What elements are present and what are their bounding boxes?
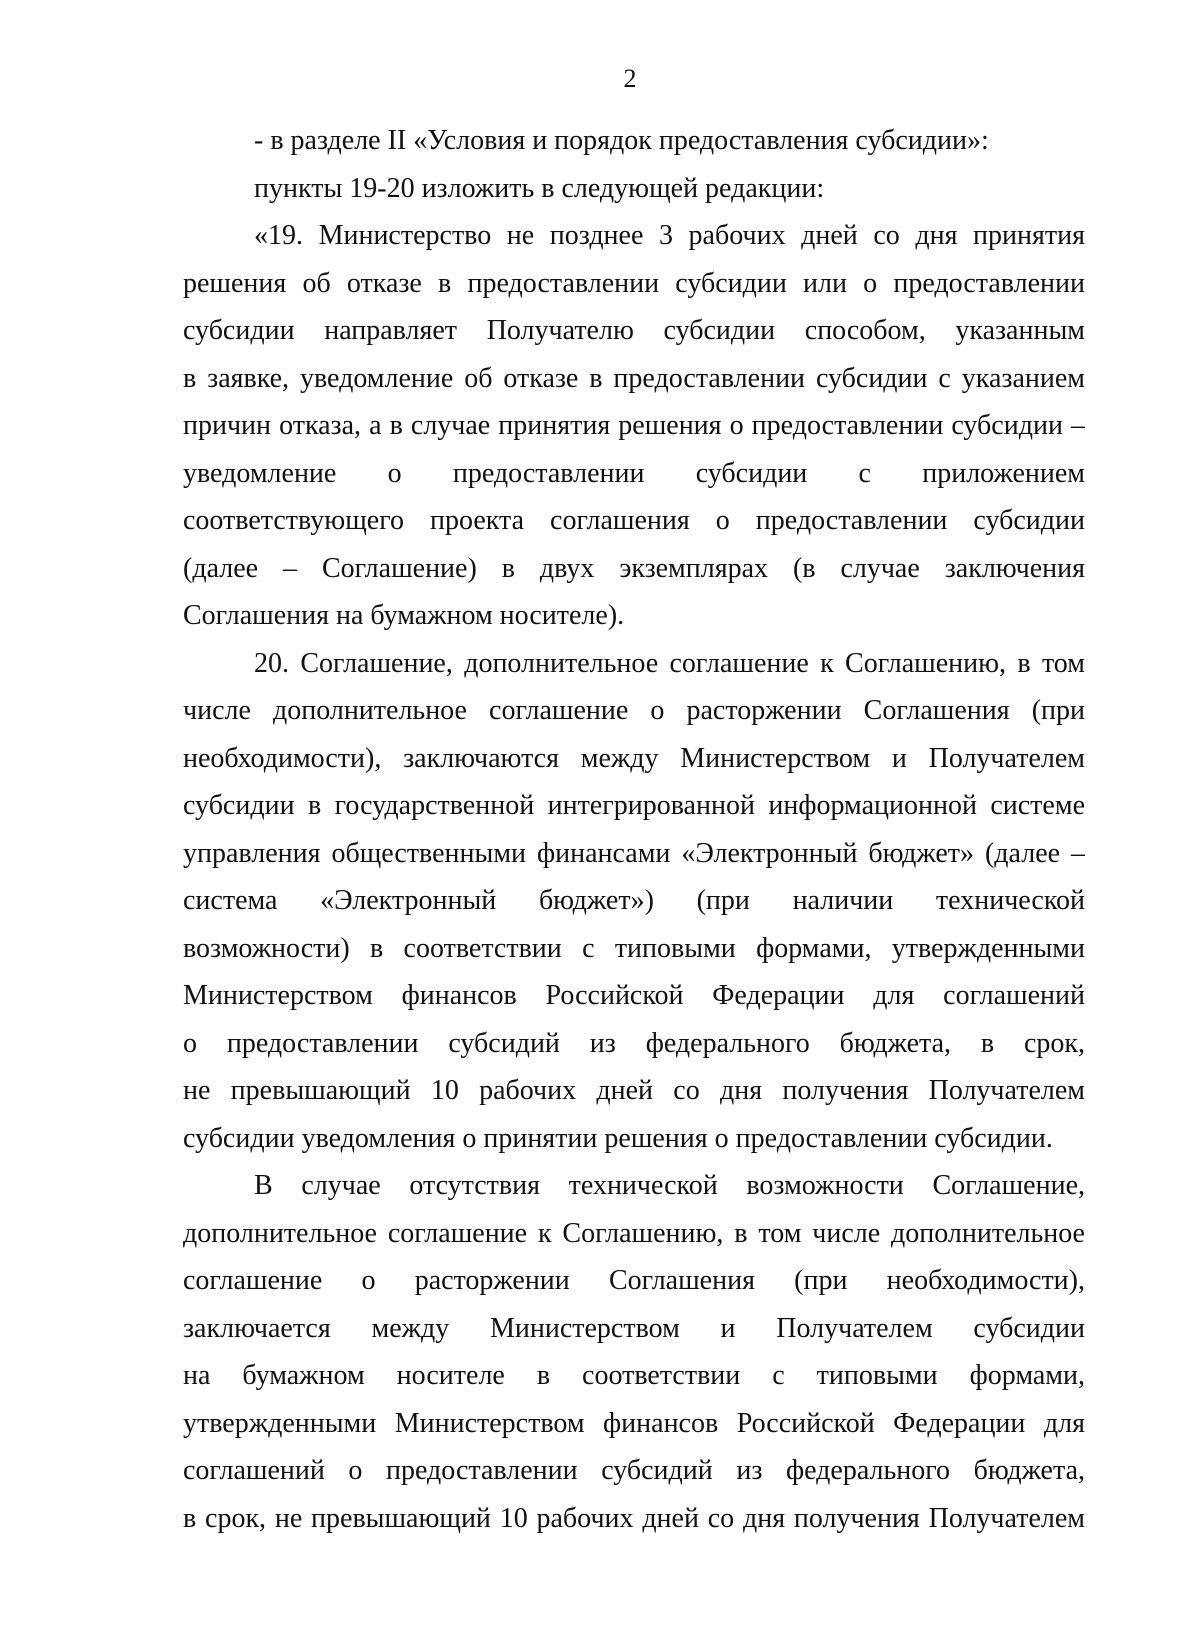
- text-line: числе дополнительное соглашение о расторжении Соглашения (при: [183, 695, 1085, 726]
- text-line: Соглашения на бумажном носителе).: [183, 600, 625, 631]
- text-line: соответствующего проекта соглашения о предоставлении субсидии: [183, 505, 1085, 536]
- paragraph-19: [183, 212, 1085, 640]
- text-line: в заявке, уведомление об отказе в предоставлении субсидии с указанием: [183, 362, 1085, 394]
- document-body: [183, 117, 1085, 1542]
- text-line: управления общественными финансами «Электронный бюджет» (далее –: [183, 837, 1085, 869]
- text-line: субсидии в государственной интегрированной информационной системе: [183, 790, 1085, 821]
- text-line: о предоставлении субсидий из федерального бюджета, в срок,: [183, 1027, 1085, 1059]
- text-line: соглашений о предоставлении субсидий из федерального бюджета,: [183, 1455, 1085, 1486]
- text-line: заключается между Министерством и Получателем субсидии: [183, 1312, 1085, 1344]
- text-line: необходимости), заключаются между Министерством и Получателем: [183, 742, 1085, 774]
- text-line: причин отказа, а в случае принятия решения о предоставлении субсидии –: [183, 410, 1085, 441]
- text-line: не превышающий 10 рабочих дней со дня получения Получателем: [183, 1075, 1085, 1106]
- text-line: утвержденными Министерством финансов Российской Федерации для: [183, 1407, 1085, 1439]
- text-line: субсидии уведомления о принятии решения о предоставлении субсидии.: [183, 1122, 1053, 1154]
- text-line: пункты 19-20 изложить в следующей редакции:: [254, 172, 825, 204]
- text-line: на бумажном носителе в соответствии с типовыми формами,: [183, 1360, 1085, 1391]
- text-line: дополнительное соглашение к Соглашению, в том числе дополнительное: [183, 1217, 1085, 1249]
- text-line: соглашение о расторжении Соглашения (при необходимости),: [183, 1265, 1085, 1296]
- text-line: В случае отсутствия технической возможности Соглашение,: [254, 1170, 1085, 1201]
- text-line: «19. Министерство не позднее 3 рабочих дней со дня принятия: [254, 220, 1085, 251]
- text-line: решения об отказе в предоставлении субсидии или о предоставлении: [183, 267, 1085, 299]
- text-line: субсидии направляет Получателю субсидии способом, указанным: [183, 315, 1085, 346]
- text-line: в срок, не превышающий 10 рабочих дней со дня получения Получателем: [183, 1502, 1085, 1534]
- text-line: уведомление о предоставлении субсидии с приложением: [183, 457, 1085, 489]
- paragraph-20: [183, 640, 1085, 1163]
- paragraph-no-technical-possibility: [183, 1162, 1085, 1542]
- text-line: - в разделе II «Условия и порядок предоставления субсидии»:: [254, 125, 989, 156]
- text-line: Министерством финансов Российской Федерации для соглашений: [183, 980, 1085, 1011]
- text-line: возможности) в соответствии с типовыми формами, утвержденными: [183, 932, 1085, 964]
- text-line: система «Электронный бюджет») (при наличии технической: [183, 885, 1085, 916]
- page-number: 2: [623, 64, 637, 93]
- text-line: (далее – Соглашение) в двух экземплярах (в случае заключения: [183, 552, 1085, 584]
- text-line: 20. Соглашение, дополнительное соглашение к Соглашению, в том: [254, 647, 1085, 679]
